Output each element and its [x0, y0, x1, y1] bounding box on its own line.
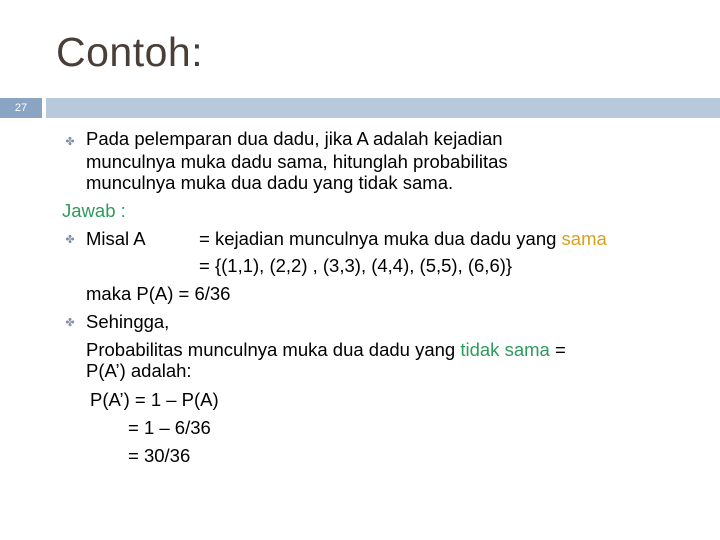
bullet-icon: ✤ [65, 316, 75, 329]
question-line-1: Pada pelemparan dua dadu, jika A adalah kejadian [86, 128, 503, 149]
probability-highlight: tidak sama [460, 339, 550, 360]
question-line-2: munculnya muka dadu sama, hitunglah probabilitas [86, 151, 508, 172]
calculation-line-1: P(A’) = 1 – P(A) [90, 389, 219, 410]
sehingga-line: Sehingga, [86, 311, 170, 332]
probability-line-1 [86, 339, 566, 361]
misal-definition-text: = kejadian munculnya muka dua dadu yang [199, 228, 562, 249]
probability-text: Probabilitas munculnya muka dua dadu yang [86, 339, 461, 360]
bullet-icon: ✤ [65, 135, 75, 148]
misal-label: Misal A [86, 228, 146, 249]
misal-definition [199, 228, 607, 250]
jawab-label: Jawab : [62, 200, 126, 221]
probability-suffix: = [549, 339, 566, 360]
bullet-icon: ✤ [65, 233, 75, 246]
calculation-line-3: = 30/36 [128, 445, 191, 466]
calculation-line-2: = 1 – 6/36 [128, 417, 211, 438]
probability-line-2: P(A’) adalah: [86, 360, 192, 381]
misal-definition-highlight: sama [561, 228, 607, 249]
maka-line: maka P(A) = 6/36 [86, 283, 231, 304]
slide-number: 27 [0, 98, 42, 118]
title-underline-bar [46, 98, 720, 118]
slide-title: Contoh: [56, 29, 204, 75]
sample-set-line: = {(1,1), (2,2) , (3,3), (4,4), (5,5), (6,6)} [199, 255, 513, 276]
question-line-3: munculnya muka dua dadu yang tidak sama. [86, 172, 454, 193]
